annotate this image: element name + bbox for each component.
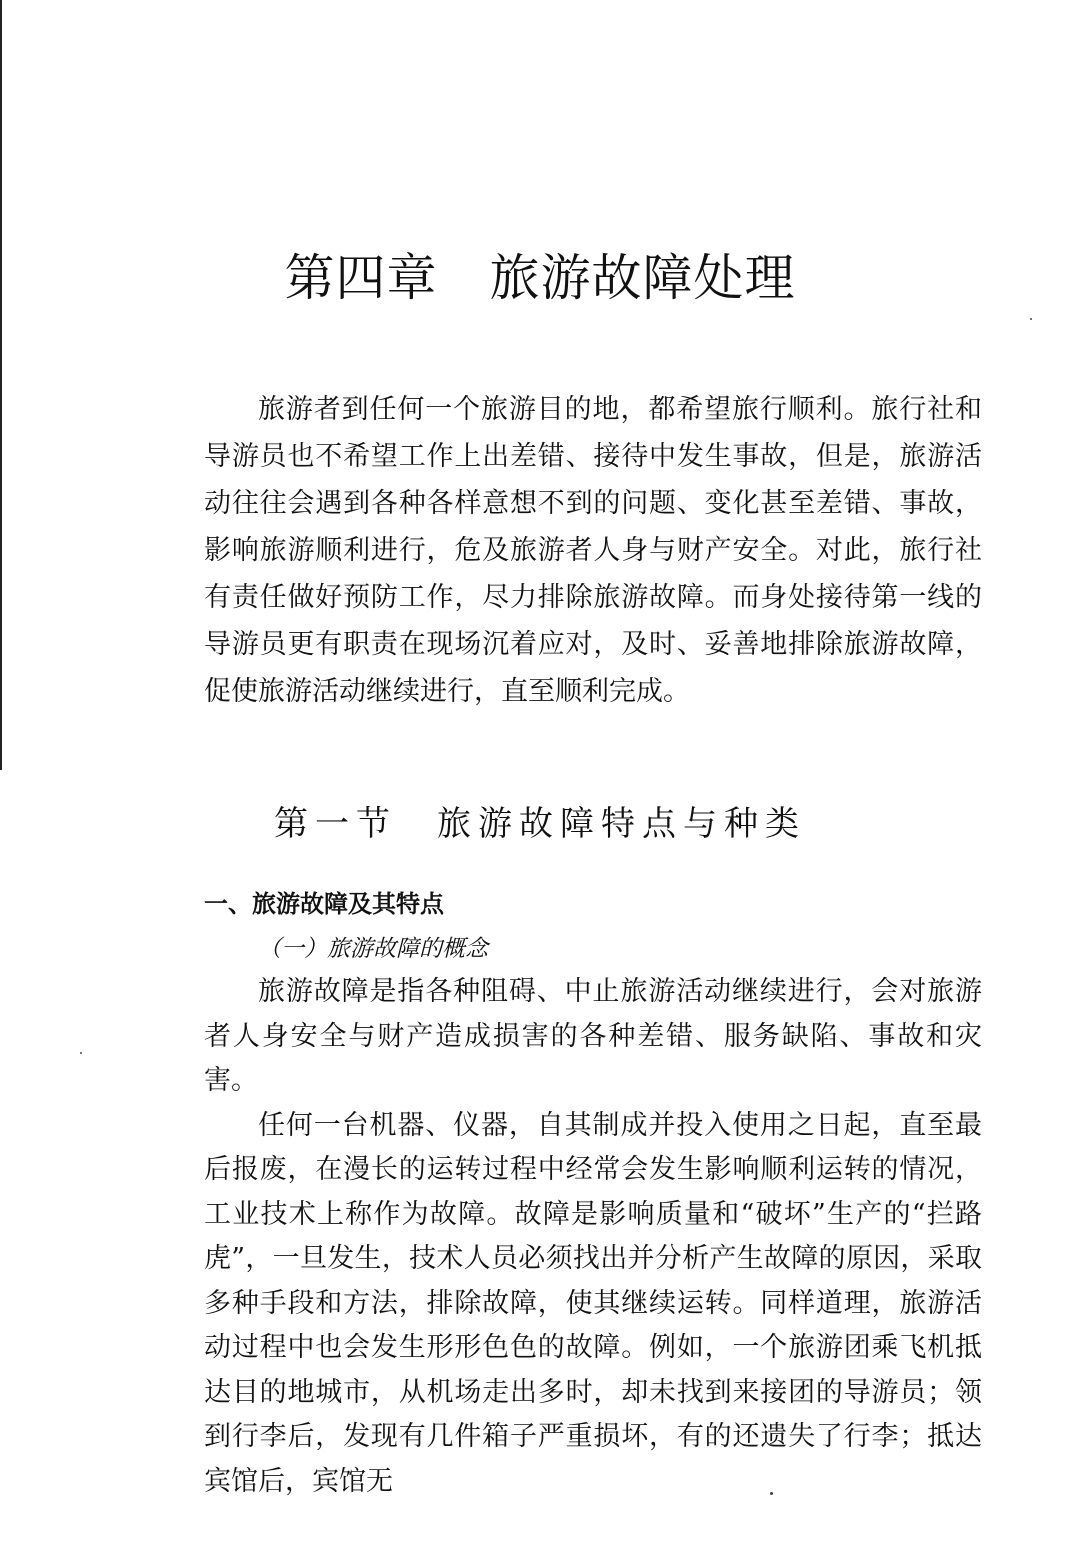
scan-speck: [80, 1052, 82, 1054]
chapter-title: [0, 238, 1080, 310]
body-text: [204, 970, 982, 1504]
intro-paragraph: 旅游者到任何一个旅游目的地，都希望旅行顺利。旅行社和导游员也不希望工作上出差错、接待中发生事故，但是，旅游活动往往会遇到各种各样意想不到的问题、变化甚至差错、事故，影响旅游顺利进行，危及旅游者人身与财产安全。对此，旅行社有责任做好预防工作，尽力排除旅游故障。而身处接待第一线的导游员更有职责在现场沉着应对，及时、妥善地排除旅游故障，促使旅游活动继续进行，直至顺利完成。: [204, 394, 982, 707]
paragraph-example: 任何一台机器、仪器，自其制成并投入使用之日起，直至最后报废，在漫长的运转过程中经常会发生影响顺利运转的情况，工业技术上称作为故障。故障是影响质量和“破坏”生产的“拦路虎”，一旦发生，技术人员必须找出并分析产生故障的原因，采取多种手段和方法，排除故障，使其继续运转。同样道理，旅游活动过程中也会发生形形色色的故障。例如，一个旅游团乘飞机抵达目的地城市，从机场走出多时，却未找到来接团的导游员；领到行李后，发现有几件箱子严重损坏，有的还遗失了行李；抵达宾馆后，宾馆无: [204, 1109, 982, 1497]
section-title: [0, 796, 1080, 845]
scan-edge-line: [0, 0, 2, 770]
heading-level2: （一）旅游故障的概念: [258, 936, 488, 962]
section-number: 第一节: [274, 804, 397, 844]
scan-speck: [1030, 318, 1032, 320]
section-name: 旅游故障特点与种类: [437, 804, 806, 844]
chapter-name: 旅游故障处理: [489, 249, 796, 307]
chapter-number: 第四章: [284, 249, 438, 307]
scan-speck: [770, 1492, 773, 1495]
heading-level1: 一、旅游故障及其特点: [204, 890, 444, 918]
paragraph-definition: 旅游故障是指各种阻碍、中止旅游活动继续进行，会对旅游者人身安全与财产造成损害的各种差错、服务缺陷、事故和灾害。: [204, 976, 982, 1096]
